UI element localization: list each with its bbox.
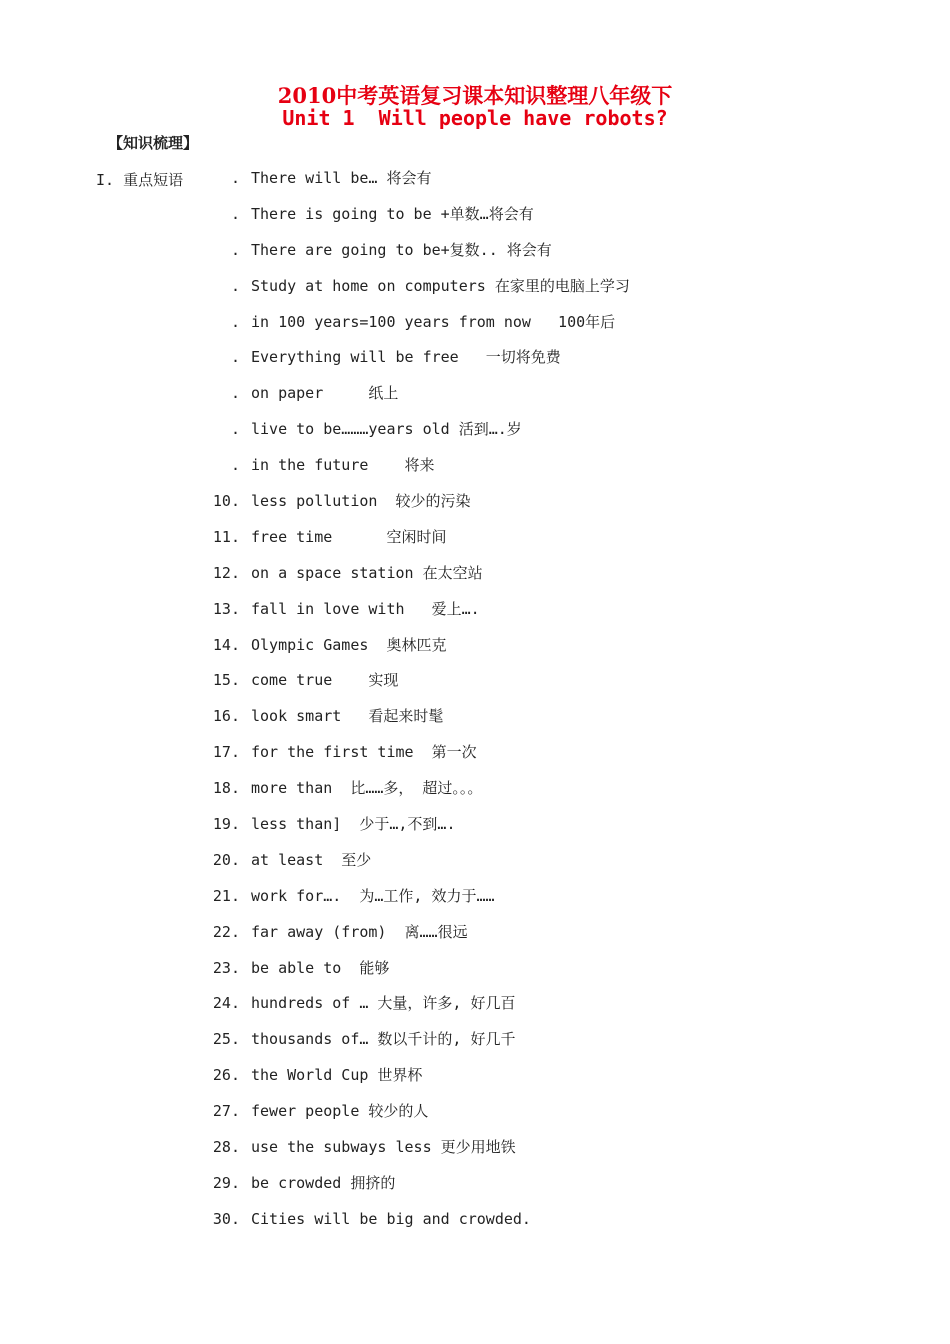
list-item <box>200 160 630 196</box>
list-item-number: . <box>230 204 240 223</box>
list-item-text: live to be………years old 活到….岁 <box>251 420 522 439</box>
list-item <box>200 196 630 232</box>
list-item-number: . <box>230 169 240 187</box>
list-item-number: 25. <box>212 1030 240 1049</box>
list-item-number: 27. <box>212 1102 240 1121</box>
list-item-text: at least 至少 <box>251 850 372 869</box>
list-item-number: 29. <box>212 1173 240 1192</box>
list-item-number: 21. <box>212 886 240 905</box>
part-label: I. 重点短语 <box>96 171 184 189</box>
list-item-number: 19. <box>212 815 240 834</box>
list-item <box>200 627 630 663</box>
list-item-text: Olympic Games 奥林匹克 <box>251 635 447 654</box>
list-item <box>200 555 630 591</box>
list-item-text: There will be… 将会有 <box>251 169 432 187</box>
list-item-number: 18. <box>212 779 240 798</box>
list-item-text: Everything will be free 一切将免费 <box>251 348 561 367</box>
list-item <box>200 1201 630 1237</box>
list-item <box>200 1057 630 1093</box>
list-item-number: 14. <box>212 635 240 654</box>
list-item-text: hundreds of … 大量，许多, 好几百 <box>251 994 516 1013</box>
list-item-number: . <box>230 348 240 367</box>
list-item <box>200 375 630 411</box>
document-title: 2010中考英语复习课本知识整理八年级下 <box>277 83 673 108</box>
list-item <box>200 591 630 627</box>
list-item <box>200 268 630 304</box>
list-item-number: 22. <box>212 922 240 941</box>
list-item-number: . <box>230 384 240 403</box>
list-item <box>200 842 630 878</box>
list-item <box>200 1093 630 1129</box>
list-item-text: work for…. 为…工作, 效力于…… <box>251 886 495 905</box>
list-item <box>200 914 630 950</box>
list-item-number: 15. <box>212 671 240 690</box>
list-item-text: on a space station 在太空站 <box>251 563 483 582</box>
list-item <box>200 411 630 447</box>
list-item <box>200 1129 630 1165</box>
list-item-number: 17. <box>212 743 240 762</box>
list-item-number: . <box>230 312 240 331</box>
list-item-text: for the first time 第一次 <box>251 743 477 762</box>
list-item-text: less pollution 较少的污染 <box>251 492 471 511</box>
list-item-text: far away (from) 离……很远 <box>251 922 468 941</box>
list-item-text: Study at home on computers 在家里的电脑上学习 <box>251 276 630 295</box>
list-item-text: thousands of… 数以千计的, 好几千 <box>251 1030 516 1049</box>
list-item <box>200 339 630 375</box>
list-item <box>200 806 630 842</box>
list-item-number: 11. <box>212 527 240 546</box>
list-item <box>200 1165 630 1201</box>
list-item-number: . <box>230 276 240 295</box>
list-item <box>200 483 630 519</box>
list-item-number: . <box>230 456 240 475</box>
list-item-number: 26. <box>212 1066 240 1085</box>
list-item <box>200 662 630 698</box>
list-item-number: 28. <box>212 1138 240 1157</box>
list-item <box>200 734 630 770</box>
list-item-text: in the future 将来 <box>251 456 435 475</box>
list-item-text: fall in love with 爱上…. <box>251 599 480 618</box>
list-item-text: use the subways less 更少用地铁 <box>251 1138 516 1157</box>
list-item-text: more than 比……多， 超过。。。 <box>251 779 483 798</box>
list-item <box>200 878 630 914</box>
list-item-text: look smart 看起来时髦 <box>251 707 444 726</box>
list-item-text: fewer people 较少的人 <box>251 1102 429 1121</box>
phrase-list <box>200 160 630 1237</box>
list-item-text: be able to 能够 <box>251 958 390 977</box>
list-item <box>200 770 630 806</box>
list-item-text: come true 实现 <box>251 671 399 690</box>
list-item-number: 30. <box>212 1209 240 1228</box>
list-item-text: There are going to be+复数.. 将会有 <box>251 240 552 259</box>
list-item-text: be crowded 拥挤的 <box>251 1173 396 1192</box>
section-heading: 【知识梳理】 <box>108 134 199 152</box>
unit-title: Unit 1 Will people have robots? <box>282 106 668 130</box>
list-item-number: 24. <box>212 994 240 1013</box>
list-item-text: less than] 少于…,不到…. <box>251 815 456 834</box>
list-item <box>200 232 630 268</box>
list-item <box>200 304 630 340</box>
list-item-number: 20. <box>212 850 240 869</box>
list-item-text: the World Cup 世界杯 <box>251 1066 423 1085</box>
list-item-text: There is going to be +单数…将会有 <box>251 204 534 223</box>
list-item-number: . <box>230 420 240 439</box>
list-item-number: 13. <box>212 599 240 618</box>
list-item-number: 16. <box>212 707 240 726</box>
list-item-text: Cities will be big and crowded. <box>251 1209 531 1228</box>
list-item-number: . <box>230 240 240 259</box>
list-item <box>200 447 630 483</box>
list-item <box>200 698 630 734</box>
list-item <box>200 1021 630 1057</box>
list-item-text: in 100 years=100 years from now 100年后 <box>251 312 616 331</box>
list-item <box>200 985 630 1021</box>
list-item-text: free time 空闲时间 <box>251 527 447 546</box>
list-item-text: on paper 纸上 <box>251 384 399 403</box>
list-item <box>200 519 630 555</box>
list-item-number: 10. <box>212 492 240 511</box>
list-item-number: 23. <box>212 958 240 977</box>
list-item <box>200 950 630 986</box>
list-item-number: 12. <box>212 563 240 582</box>
